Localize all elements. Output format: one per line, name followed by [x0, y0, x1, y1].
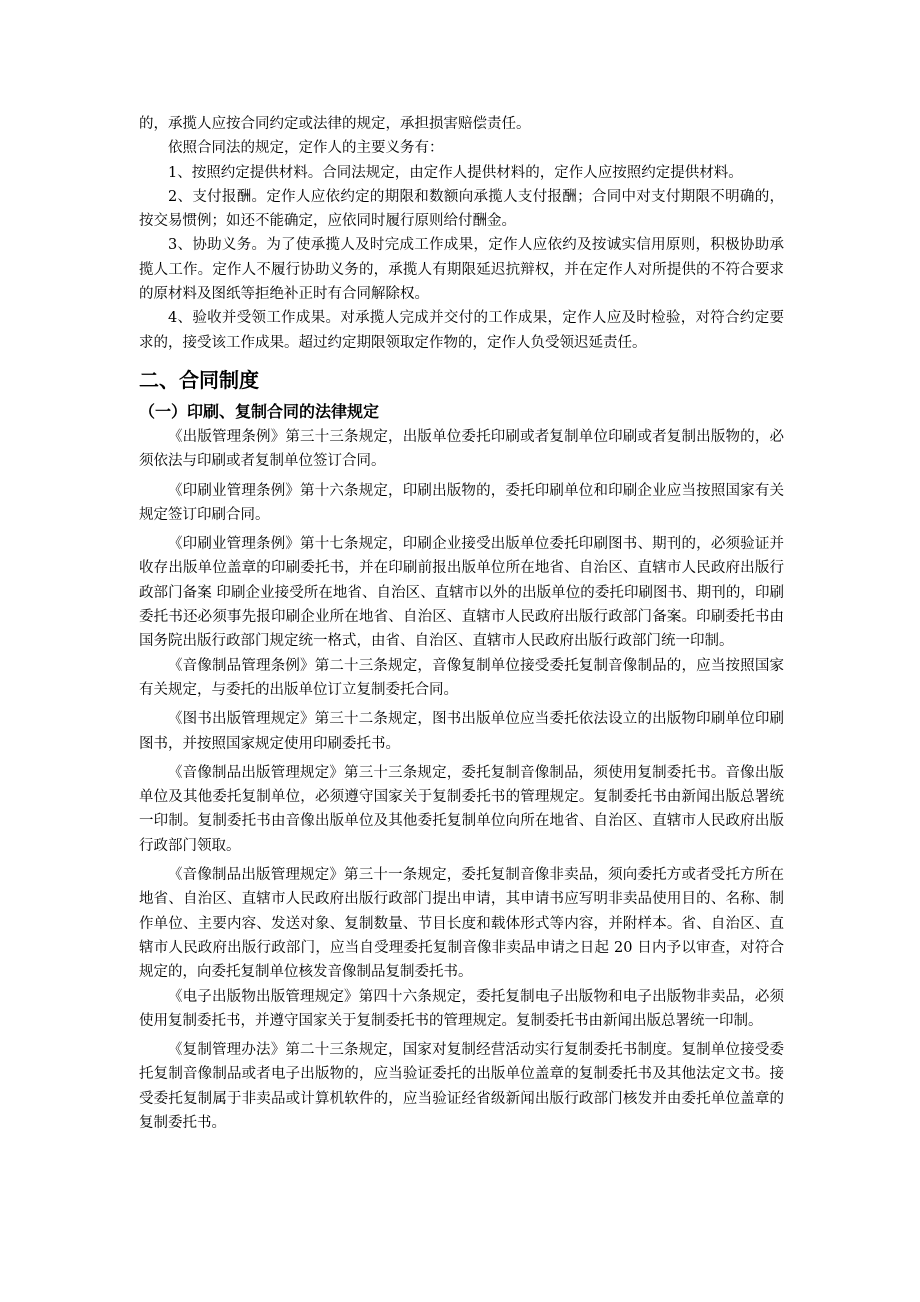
- paragraph: 依照合同法的规定，定作人的主要义务有：: [168, 140, 444, 157]
- paragraph: 《印刷业管理条例》第十六条规定，印刷出版物的，委托印刷单位和印刷企业应当按照国家有关规定签订印刷合同。: [139, 482, 784, 523]
- section-heading: 二、合同制度: [139, 367, 259, 392]
- paragraph: 3、协助义务。为了使承揽人及时完成工作成果，定作人应依约及按诚实信用原则，积极协助承揽人工作。定作人不履行协助义务的，承揽人有期限延迟抗辩权，并在定作人对所提供的不符合要求的原材料及图纸等拒绝补正时有合同解除权。: [139, 237, 784, 303]
- paragraph: 《电子出版物出版管理规定》第四十六条规定，委托复制电子出版物和电子出版物非卖品，必须使用复制委托书，并遵守国家关于复制委托书的管理规定。复制委托书由新闻出版总署统一印制。: [139, 988, 784, 1029]
- subsection-heading: （一）印刷、复制合同的法律规定: [139, 401, 380, 421]
- paragraph: 1、按照约定提供材料。合同法规定，由定作人提供材料的，定作人应按照约定提供材料。: [168, 164, 743, 181]
- paragraph: 《复制管理办法》第二十三条规定，国家对复制经营活动实行复制委托书制度。复制单位接受委托复制音像制品或者电子出版物的，应当验证委托的出版单位盖章的复制委托书及其他法定文书。接受委托复制属于非卖品或计算机软件的，应当验证经省级新闻出版行政部门核发并由委托单位盖章的复制委托书。: [139, 1042, 784, 1131]
- paragraph: 2、支付报酬。定作人应依约定的期限和数额向承揽人支付报酬；合同中对支付期限不明确的，按交易惯例；如还不能确定，应依同时履行原则给付酬金。: [139, 188, 784, 230]
- paragraph: 《出版管理条例》第三十三条规定，出版单位委托印刷或者复制单位印刷或者复制出版物的，必须依法与印刷或者复制单位签订合同。: [139, 428, 784, 470]
- paragraph: 《音像制品管理条例》第二十三条规定，音像复制单位接受委托复制音像制品的，应当按照国家有关规定，与委托的出版单位订立复制委托合同。: [139, 657, 784, 698]
- paragraph: 4、验收并受领工作成果。对承揽人完成并交付的工作成果，定作人应及时检验，对符合约定要求的，接受该工作成果。超过约定期限领取定作物的，定作人负受领迟延责任。: [139, 310, 784, 351]
- paragraph: 《音像制品出版管理规定》第三十一条规定，委托复制音像非卖品，须向委托方或者受托方所在地省、自治区、直辖市人民政府出版行政部门提出申请，其申请书应写明非卖品使用目的、名称、制作单位、主要内容、发送对象、复制数量、节目长度和载体形式等内容，并附样本。省、自治区、直辖市人民政府出版行政部门，应当自受理委托复制音像非卖品申请之日起 20 日内予以审查，对符合规定的，向委托复制单位核发音像制品复制委托书。: [139, 867, 784, 981]
- paragraph: 《图书出版管理规定》第三十二条规定，图书出版单位应当委托依法设立的出版物印刷单位印刷图书，并按照国家规定使用印刷委托书。: [139, 711, 784, 752]
- paragraph: 《音像制品出版管理规定》第三十三条规定，委托复制音像制品，须使用复制委托书。音像出版单位及其他委托复制单位，必须遵守国家关于复制委托书的管理规定。复制委托书由新闻出版总署统一印制。复制委托书由音像出版单位及其他委托复制单位向所在地省、自治区、直辖市人民政府出版行政部门领取。: [139, 764, 784, 854]
- paragraph: 的，承揽人应按合同约定或法律的规定，承担损害赔偿责任。: [139, 116, 531, 132]
- paragraph: 《印刷业管理条例》第十七条规定，印刷企业接受出版单位委托印刷图书、期刊的，必须验证并收存出版单位盖章的印刷委托书，并在印刷前报出版单位所在地省、自治区、直辖市人民政府出版行政部门备案 印刷企业接受所在地省、自治区、直辖市以外的出版单位的委托印刷图书、期刊的，印刷委托书还必须事先报印刷企业所在地省、自治区、直辖市人民政府出版行政部门备案。印刷委托书由国务院出版行政部门规定统一格式，由省、自治区、直辖市人民政府出版行政部门统一印制。: [139, 536, 784, 650]
- document-page: [139, 112, 784, 1135]
